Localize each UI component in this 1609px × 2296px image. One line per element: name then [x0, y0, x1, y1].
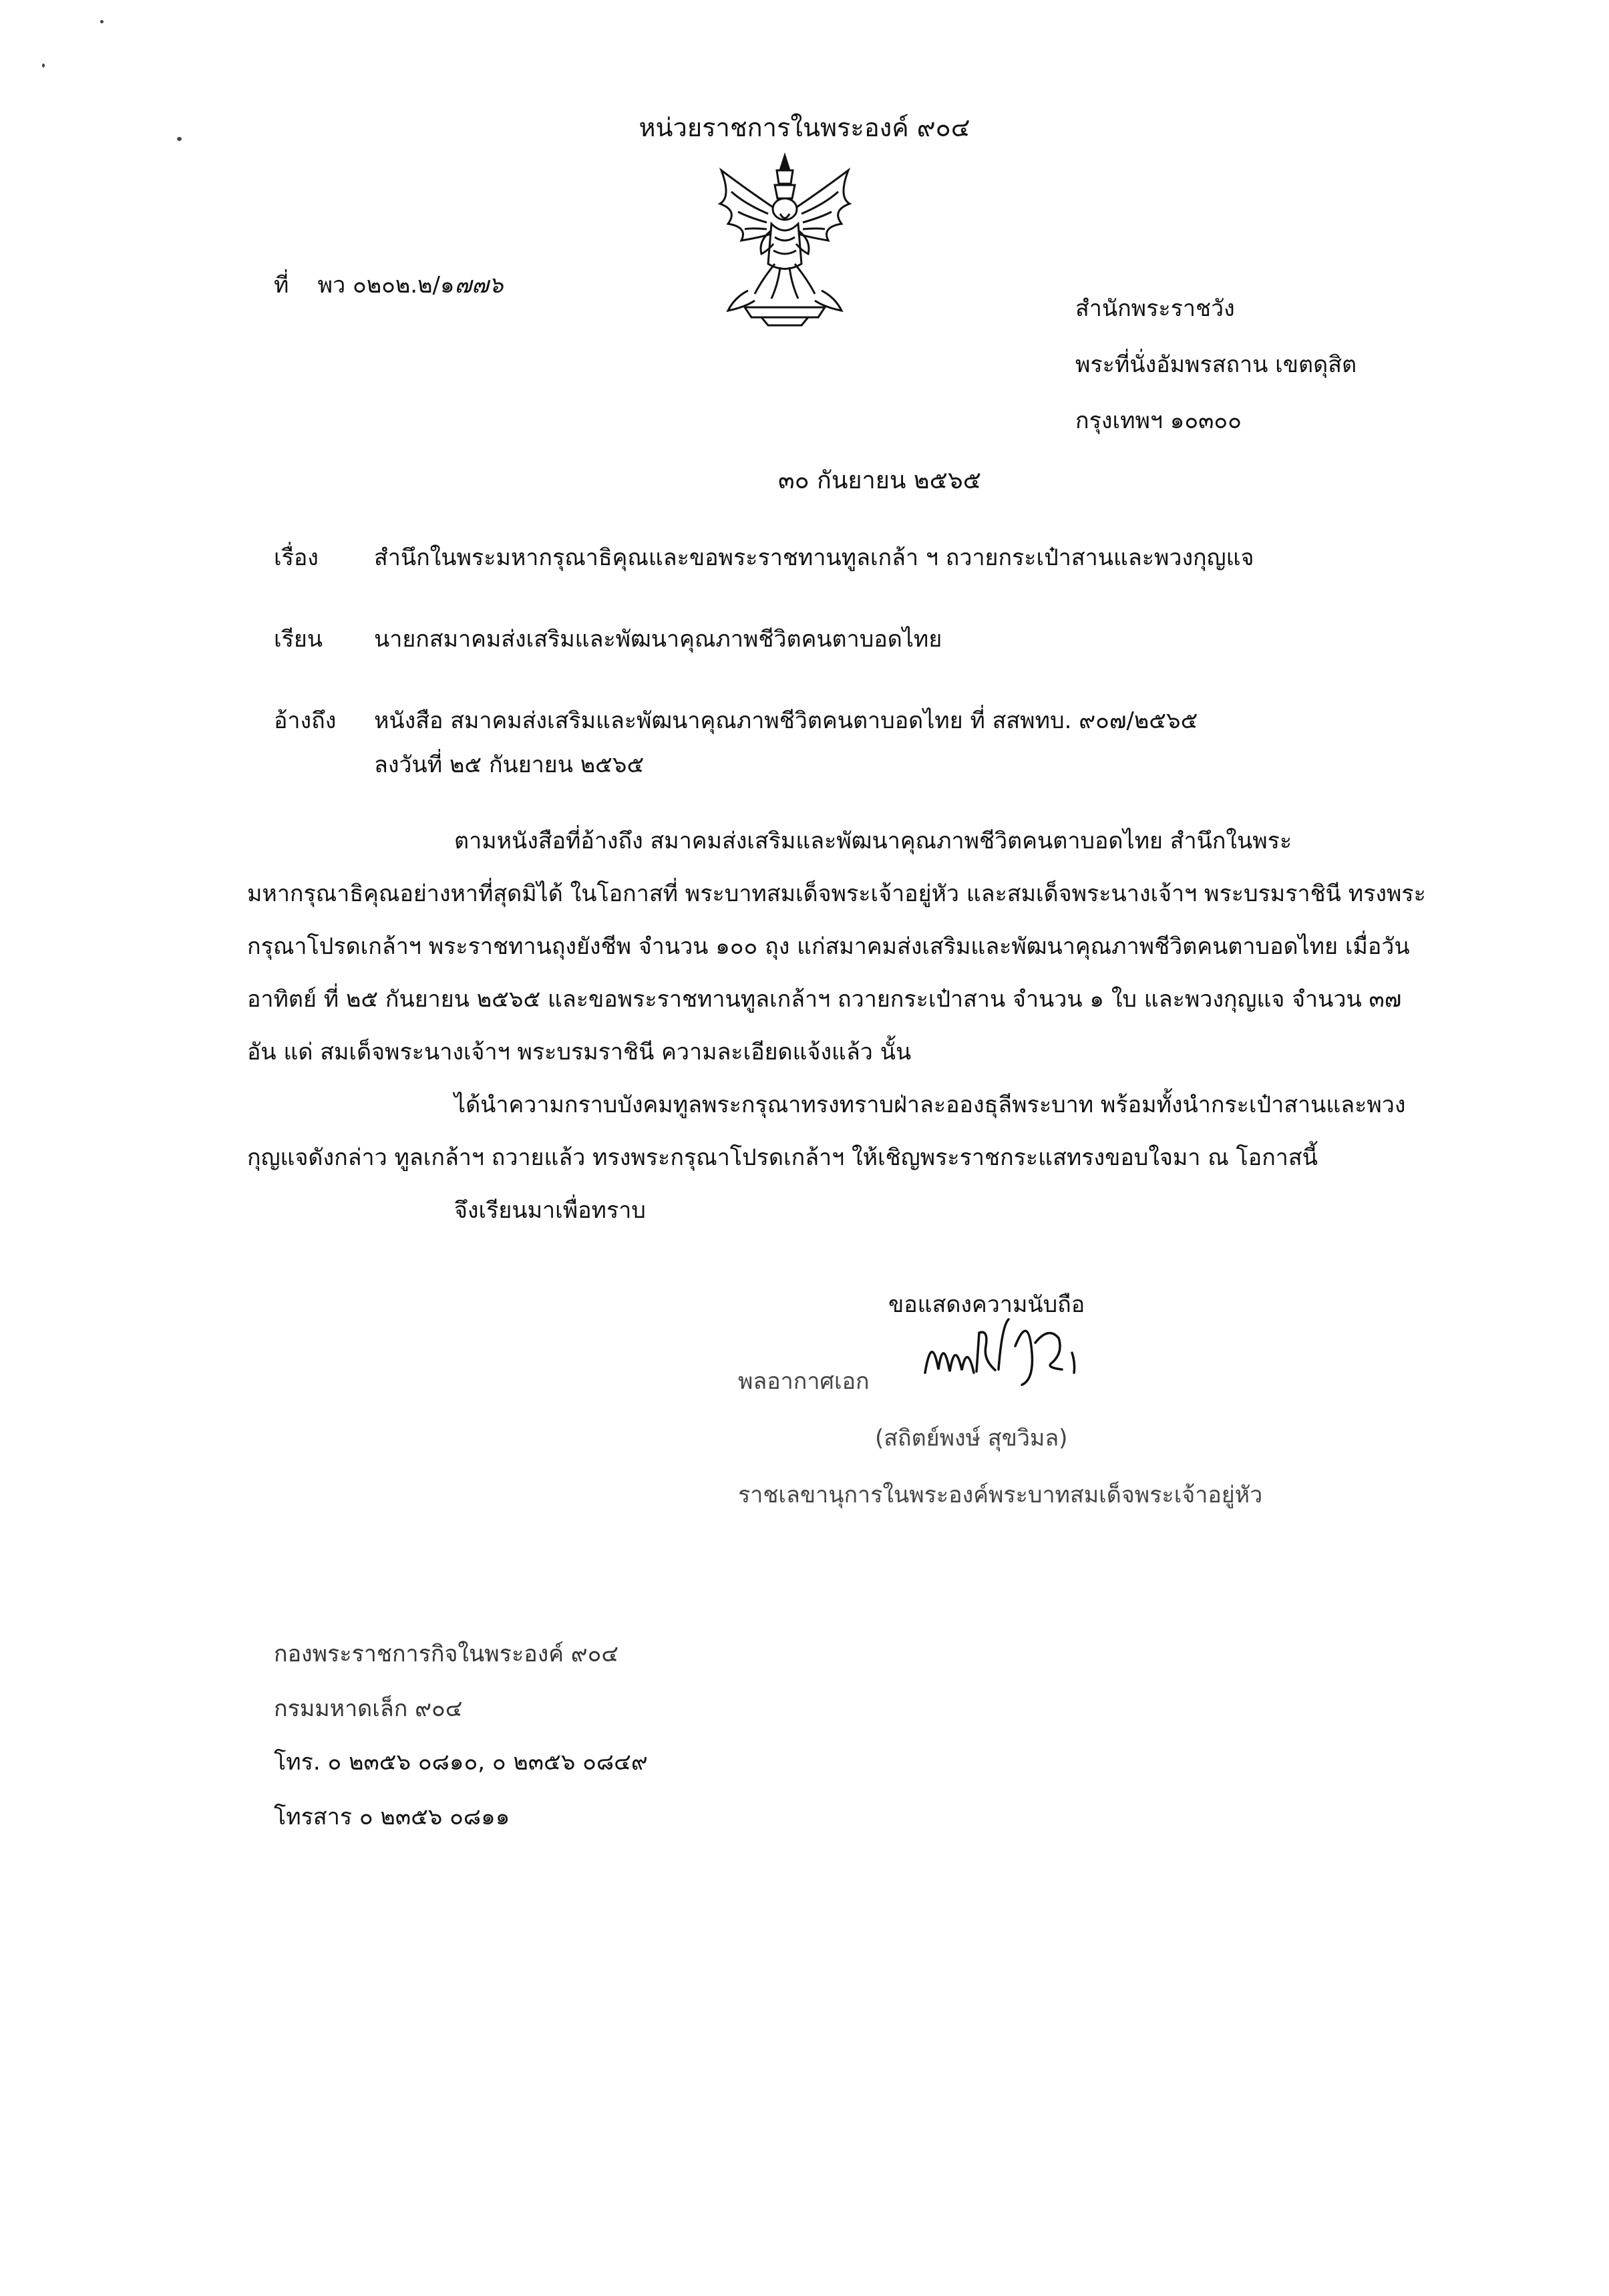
recipient-text: นายกสมาคมส่งเสริมและพัฒนาคุณภาพชีวิตคนตาบอดไทย [374, 626, 942, 653]
signer-name: (สถิตย์พงษ์ สุขวิมล) [875, 1425, 1068, 1452]
reference-label: ที่ [274, 272, 289, 299]
footer-phone: โทร. ๐ ๒๓๕๖ ๐๘๑๐, ๐ ๒๓๕๖ ๐๘๔๙ [274, 1749, 648, 1776]
salutation: ขอแสดงความนับถือ [888, 1291, 1085, 1318]
sender-address-line: พระที่นั่งอัมพรสถาน เขตดุสิต [1075, 351, 1357, 378]
letter-date: ๓๐ กันยายน ๒๕๖๕ [778, 467, 981, 494]
citation-line: ลงวันที่ ๒๕ กันยายน ๒๕๖๕ [374, 752, 645, 778]
recipient-label: เรียน [274, 626, 323, 653]
footer-department: กรมมหาดเล็ก ๙๐๔ [274, 1695, 463, 1722]
body-paragraph: ได้นำความกราบบังคมทูลพระกรุณาทรงทราบฝ่าละอองธุลีพระบาท พร้อมทั้งนำกระเป๋าสานและพวงกุญแจดังกล่าว ทูลเกล้าฯ ถวายแล้ว ทรงพระกรุณาโปรดเกล้าฯ ให้เชิญพระราชกระแสทรงขอบใจมา ณ โอกาสนี้ [247, 1092, 1406, 1171]
subject-label: เรื่อง [274, 544, 319, 571]
closing-line: จึงเรียนมาเพื่อทราบ [454, 1197, 646, 1224]
signer-rank: พลอากาศเอก [738, 1368, 870, 1395]
body-paragraph: ตามหนังสือที่อ้างถึง สมาคมส่งเสริมและพัฒนาคุณภาพชีวิตคนตาบอดไทย สำนึกในพระมหากรุณาธิคุณอย่างหาที่สุดมิได้ ในโอกาสที่ พระบาทสมเด็จพระเจ้าอยู่หัว และสมเด็จพระนางเจ้าฯ พระบรมราชินี ทรงพระกรุณาโปรดเกล้าฯ พระราชทานถุงยังชีพ จำนวน ๑๐๐ ถุง แก่สมาคมส่งเสริมและพัฒนาคุณภาพชีวิตคนตาบอดไทย เมื่อวันอาทิตย์ ที่ ๒๕ กันยายน ๒๕๖๕ และขอพระราชทานทูลเกล้าฯ ถวายกระเป๋าสาน จำนวน ๑ ใบ และพวงกุญแจ จำนวน ๓๗ อัน แด่ สมเด็จพระนางเจ้าฯ พระบรมราชินี ความละเอียดแจ้งแล้ว นั้น [247, 828, 1426, 1065]
scan-speck [100, 20, 104, 23]
sender-address-line: สำนักพระราชวัง [1075, 295, 1235, 322]
letter-body [247, 815, 1436, 1237]
citation-line: หนังสือ สมาคมส่งเสริมและพัฒนาคุณภาพชีวิตคนตาบอดไทย ที่ สสพทบ. ๙๐๗/๒๕๖๕ [374, 707, 1198, 734]
reference-line [274, 271, 503, 300]
footer-office: กองพระราชการกิจในพระองค์ ๙๐๔ [274, 1641, 619, 1667]
garuda-emblem-icon [708, 150, 862, 327]
letterhead-title: หน่วยราชการในพระองค์ ๙๐๔ [639, 113, 970, 142]
subject-text: สำนึกในพระมหากรุณาธิคุณและขอพระราชทานทูลเกล้า ฯ ถวายกระเป๋าสานและพวงกุญแจ [374, 544, 1254, 571]
sender-address-line: กรุงเทพฯ ๑๐๓๐๐ [1075, 407, 1242, 434]
signer-position: ราชเลขานุการในพระองค์พระบาทสมเด็จพระเจ้าอยู่หัว [738, 1482, 1263, 1508]
citation-label: อ้างถึง [274, 707, 337, 734]
handwritten-signature-icon [922, 1306, 1142, 1400]
reference-number: พว ๐๒๐๒.๒/๑ [317, 272, 455, 299]
scan-speck [42, 63, 45, 67]
footer-fax: โทรสาร ๐ ๒๓๕๖ ๐๘๑๑ [274, 1804, 510, 1830]
reference-number-handwritten: ๗๗๖ [454, 272, 504, 299]
